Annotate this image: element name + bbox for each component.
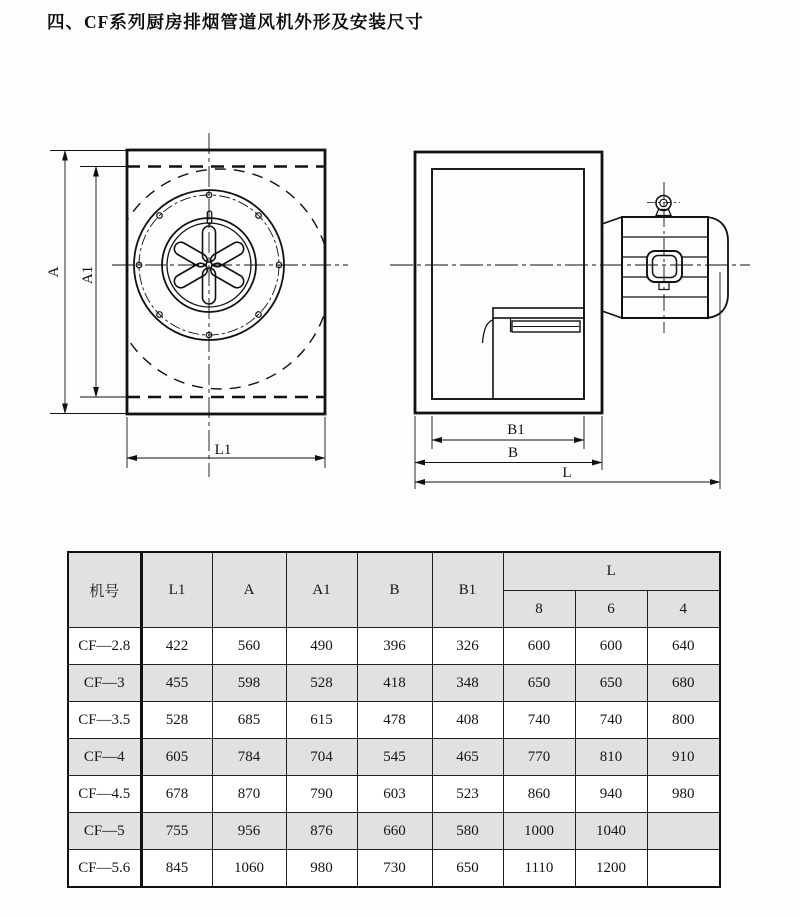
value-cell: 408 [432, 702, 503, 739]
value-cell: 603 [357, 776, 432, 813]
value-cell: 980 [647, 776, 720, 813]
value-cell: 650 [503, 665, 575, 702]
value-cell: 1200 [575, 850, 647, 888]
value-cell: 528 [141, 702, 212, 739]
value-cell: 528 [286, 665, 357, 702]
value-cell: 605 [141, 739, 212, 776]
scroll-cutoff-curve [483, 320, 494, 343]
value-cell: 600 [575, 628, 647, 665]
value-cell: 650 [575, 665, 647, 702]
table-row [68, 776, 720, 813]
dimension-table [67, 551, 721, 888]
value-cell: 740 [503, 702, 575, 739]
model-cell: CF—2.8 [68, 628, 141, 665]
side-dimension-lines [415, 272, 720, 489]
value-cell: 600 [503, 628, 575, 665]
col-header-b1: B1 [432, 552, 503, 628]
value-cell: 326 [432, 628, 503, 665]
fan-side-view [390, 152, 750, 489]
value-cell: 1110 [503, 850, 575, 888]
model-cell: CF—5 [68, 813, 141, 850]
value-cell: 870 [212, 776, 286, 813]
model-cell: CF—3.5 [68, 702, 141, 739]
model-cell: CF—5.6 [68, 850, 141, 888]
value-cell: 1060 [212, 850, 286, 888]
value-cell: 790 [286, 776, 357, 813]
value-cell: 910 [647, 739, 720, 776]
dim-label-b1: B1 [507, 422, 525, 438]
col-header-l-8: 8 [503, 591, 575, 628]
motor-shaft-hub-inner [653, 256, 677, 278]
value-cell [647, 850, 720, 888]
value-cell: 1000 [503, 813, 575, 850]
motor-body [622, 217, 708, 318]
value-cell: 956 [212, 813, 286, 850]
value-cell: 418 [357, 665, 432, 702]
value-cell: 860 [503, 776, 575, 813]
value-cell: 580 [432, 813, 503, 850]
dimension-table-container [67, 551, 721, 888]
value-cell: 455 [141, 665, 212, 702]
value-cell: 800 [647, 702, 720, 739]
col-header-b: B [357, 552, 432, 628]
table-row [68, 813, 720, 850]
col-header-l-4: 4 [647, 591, 720, 628]
value-cell: 704 [286, 739, 357, 776]
dim-label-l: L [562, 465, 572, 481]
lifting-eye-bolt-inner [660, 199, 667, 206]
value-cell: 490 [286, 628, 357, 665]
value-cell: 660 [357, 813, 432, 850]
value-cell: 615 [286, 702, 357, 739]
dim-label-a1: A1 [80, 265, 96, 285]
col-header-l-group: L [503, 552, 720, 591]
value-cell: 422 [141, 628, 212, 665]
model-cell: CF—4.5 [68, 776, 141, 813]
value-cell: 740 [575, 702, 647, 739]
value-cell: 348 [432, 665, 503, 702]
value-cell: 784 [212, 739, 286, 776]
col-header-model: 机号 [68, 552, 141, 628]
col-header-a: A [212, 552, 286, 628]
value-cell [647, 813, 720, 850]
value-cell: 980 [286, 850, 357, 888]
value-cell: 523 [432, 776, 503, 813]
value-cell: 465 [432, 739, 503, 776]
value-cell: 598 [212, 665, 286, 702]
motor [602, 182, 728, 333]
lifting-eye-bolt-outer [656, 196, 671, 211]
col-header-a1: A1 [286, 552, 357, 628]
value-cell: 396 [357, 628, 432, 665]
table-row [68, 628, 720, 665]
value-cell: 560 [212, 628, 286, 665]
fan-front-view [46, 133, 348, 477]
value-cell: 478 [357, 702, 432, 739]
value-cell: 650 [432, 850, 503, 888]
value-cell: 770 [503, 739, 575, 776]
model-cell: CF—4 [68, 739, 141, 776]
table-row [68, 850, 720, 888]
table-row [68, 739, 720, 776]
motor-fins [622, 237, 708, 297]
motor-adapter-top [602, 217, 622, 224]
value-cell: 640 [647, 628, 720, 665]
value-cell: 755 [141, 813, 212, 850]
value-cell: 545 [357, 739, 432, 776]
table-body [68, 628, 720, 888]
value-cell: 845 [141, 850, 212, 888]
outlet-plate [493, 308, 584, 318]
dim-label-b: B [507, 445, 519, 461]
value-cell: 940 [575, 776, 647, 813]
value-cell: 876 [286, 813, 357, 850]
value-cell: 730 [357, 850, 432, 888]
table-row [68, 702, 720, 739]
value-cell: 1040 [575, 813, 647, 850]
table-row [68, 665, 720, 702]
model-cell: CF—3 [68, 665, 141, 702]
dim-label-l1: L1 [214, 442, 232, 458]
side-inner-panel [432, 169, 584, 399]
dim-label-a: A [46, 266, 62, 278]
page-title: 四、CF系列厨房排烟管道风机外形及安装尺寸 [47, 12, 424, 32]
col-header-l-6: 6 [575, 591, 647, 628]
col-header-l1: L1 [141, 552, 212, 628]
value-cell: 680 [647, 665, 720, 702]
motor-adapter-bottom [602, 311, 622, 318]
side-casing-outline [415, 152, 602, 413]
value-cell: 678 [141, 776, 212, 813]
value-cell: 810 [575, 739, 647, 776]
value-cell: 685 [212, 702, 286, 739]
